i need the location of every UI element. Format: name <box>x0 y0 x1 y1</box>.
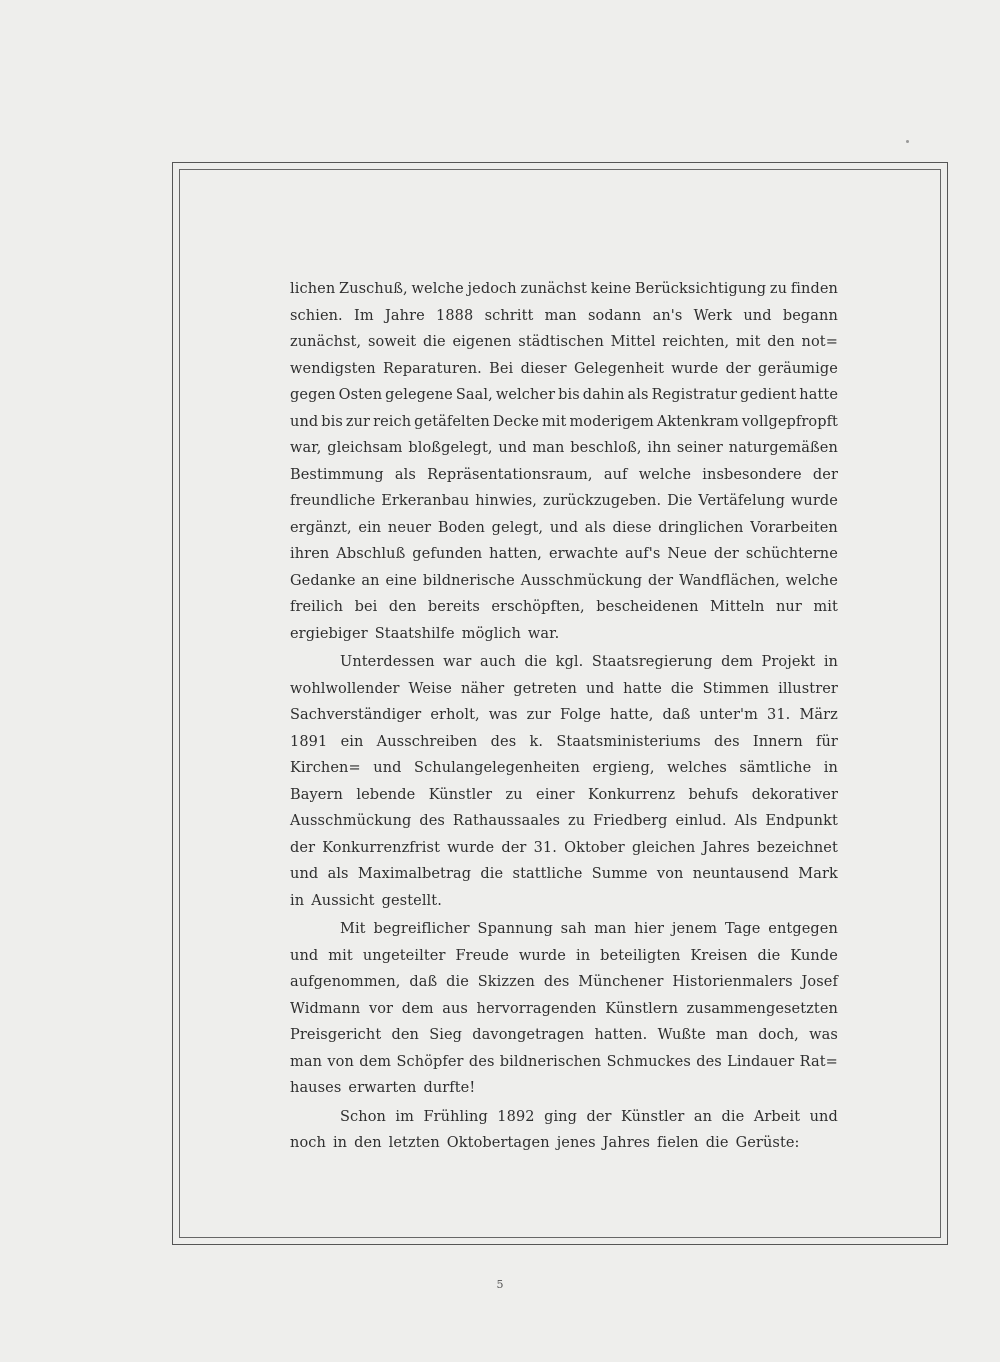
text-line: Bestimmung als Repräsentationsraum, auf welche insbesondere der <box>290 466 838 483</box>
paragraph <box>290 276 838 647</box>
text-line: der Konkurrenzfrist wurde der 31. Oktober gleichen Jahres bezeichnet <box>290 839 838 856</box>
text-line: aufgenommen, daß die Skizzen des Münchener Historienmalers Josef <box>290 974 838 990</box>
text-line: noch in den letzten Oktobertagen jenes Jahres fielen die Gerüste: <box>290 1135 800 1151</box>
text-line: ihren Abschluß gefunden hatten, erwachte auf's Neue der schüchterne <box>290 546 838 562</box>
text-line: freilich bei den bereits erschöpften, bescheidenen Mitteln nur mit <box>290 599 838 615</box>
text-line: freundliche Erkeranbau hinwies, zurückzugeben. Die Vertäfelung wurde <box>290 493 838 509</box>
text-line: Gedanke an eine bildnerische Ausschmückung der Wandflächen, welche <box>290 572 838 589</box>
text-line: zunächst, soweit die eigenen städtischen Mittel reichten, mit den not= <box>290 334 838 350</box>
text-line: wohlwollender Weise näher getreten und hatte die Stimmen illustrer <box>290 680 838 697</box>
text-line: man von dem Schöpfer des bildnerischen Schmuckes des Lindauer Rat= <box>290 1053 838 1070</box>
text-line: und bis zur reich getäfelten Decke mit moderigem Aktenkram vollgepfropft <box>290 413 838 430</box>
text-line: hauses erwarten durfte! <box>290 1080 476 1096</box>
text-line: 1891 ein Ausschreiben des k. Staatsministeriums des Innern für <box>290 733 838 750</box>
paragraph <box>290 1104 838 1157</box>
paper-speck <box>906 140 909 143</box>
text-line: Bayern lebende Künstler zu einer Konkurrenz behufs dekorativer <box>290 786 838 803</box>
text-line: lichen Zuschuß, welche jedoch zunächst keine Berücksichtigung zu finden <box>290 281 838 297</box>
text-line: Mit begreiflicher Spannung sah man hier jenem Tage entgegen <box>340 921 838 937</box>
text-line: und als Maximalbetrag die stattliche Summe von neuntausend Mark <box>290 866 838 882</box>
text-line: Ausschmückung des Rathaussaales zu Friedberg einlud. Als Endpunkt <box>290 813 838 829</box>
body-text <box>290 276 838 1157</box>
text-line: schien. Im Jahre 1888 schritt man sodann an's Werk und begann <box>290 307 838 324</box>
text-line: Widmann vor dem aus hervorragenden Künstlern zusammengesetzten <box>290 1000 838 1017</box>
text-line: Schon im Frühling 1892 ging der Künstler an die Arbeit und <box>340 1108 838 1125</box>
text-line: Unterdessen war auch die kgl. Staatsregierung dem Projekt in <box>340 654 838 670</box>
text-line: war, gleichsam bloßgelegt, und man beschloß, ihn seiner naturgemäßen <box>290 440 838 456</box>
text-line: Preisgericht den Sieg davongetragen hatten. Wußte man doch, was <box>290 1027 838 1043</box>
paragraph <box>290 916 838 1102</box>
text-line: Sachverständiger erholt, was zur Folge hatte, daß unter'm 31. März <box>290 707 838 723</box>
text-line: ergänzt, ein neuer Boden gelegt, und als diese dringlichen Vorarbeiten <box>290 519 838 536</box>
text-line: ergiebiger Staatshilfe möglich war. <box>290 625 560 642</box>
text-line: Kirchen= und Schulangelegenheiten ergieng, welches sämtliche in <box>290 760 838 776</box>
text-line: wendigsten Reparaturen. Bei dieser Gelegenheit wurde der geräumige <box>290 360 838 377</box>
text-line: in Aussicht gestellt. <box>290 892 442 909</box>
text-line: gegen Osten gelegene Saal, welcher bis dahin als Registratur gedient hatte <box>290 387 838 403</box>
paragraph <box>290 649 838 914</box>
text-line: und mit ungeteilter Freude wurde in beteiligten Kreisen die Kunde <box>290 947 838 964</box>
page-number: 5 <box>496 1278 504 1291</box>
